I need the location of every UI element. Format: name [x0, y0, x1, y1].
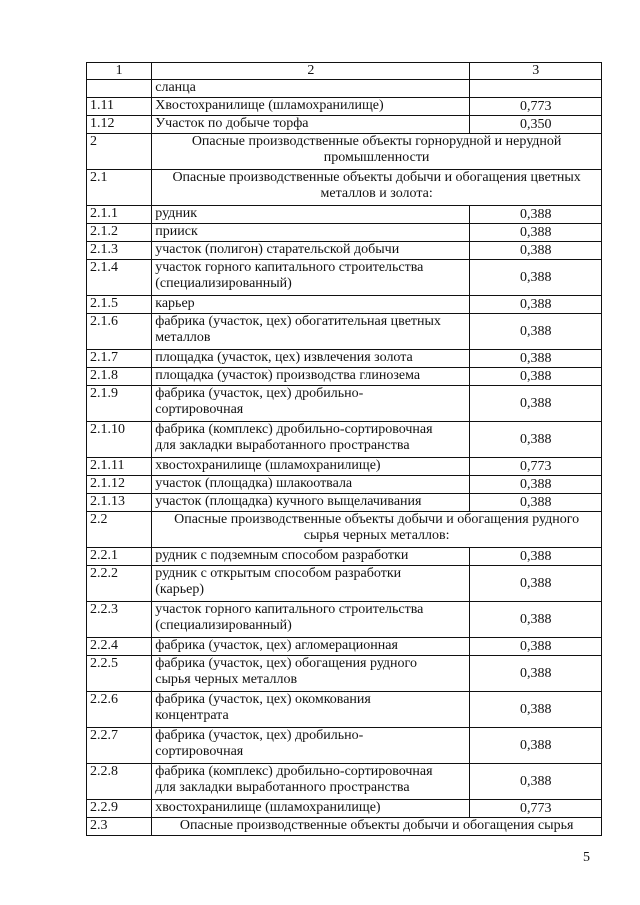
row-number-cell: 2.1.2: [87, 224, 152, 242]
row-number-cell: 2: [87, 134, 152, 170]
row-number-cell: 2.2.8: [87, 764, 152, 800]
coefficient-cell: 0,388: [470, 368, 602, 386]
table-row: [87, 764, 602, 800]
table-header-row: [87, 63, 602, 80]
row-number-cell: 2.1.11: [87, 458, 152, 476]
section-row: [87, 512, 602, 548]
coefficient-cell: 0,388: [470, 206, 602, 224]
table-row: [87, 368, 602, 386]
coefficient-cell: 0,388: [470, 548, 602, 566]
table-row: [87, 206, 602, 224]
coefficient-cell: 0,388: [470, 656, 602, 692]
object-name-cell: прииск: [152, 224, 470, 242]
row-number-cell: 2.2.2: [87, 566, 152, 602]
object-name-cell: рудник с подземным способом разработки: [152, 548, 470, 566]
object-name-cell: участок горного капитального строительства (специализированный): [152, 602, 470, 638]
row-number-cell: 2.3: [87, 818, 152, 836]
object-name-cell: фабрика (участок, цех) окомкования концентрата: [152, 692, 470, 728]
coefficient-cell: 0,388: [470, 638, 602, 656]
table-row: [87, 386, 602, 422]
table-row: [87, 314, 602, 350]
row-number-cell: 2.2.7: [87, 728, 152, 764]
table-row: [87, 242, 602, 260]
coefficient-cell: 0,388: [470, 476, 602, 494]
row-number-cell: 2.1.9: [87, 386, 152, 422]
table-row: [87, 458, 602, 476]
row-number-cell: 2.1: [87, 170, 152, 206]
coefficient-cell: 0,388: [470, 764, 602, 800]
object-name-cell: фабрика (участок, цех) обогатительная цветных металлов: [152, 314, 470, 350]
table-row: [87, 728, 602, 764]
coefficient-cell: 0,388: [470, 242, 602, 260]
row-number-cell: 2.2.5: [87, 656, 152, 692]
coefficient-cell: 0,388: [470, 602, 602, 638]
table-body: [87, 80, 602, 836]
object-name-cell: фабрика (участок, цех) дробильно- сортировочная: [152, 386, 470, 422]
coefficient-cell: [470, 80, 602, 98]
object-name-cell: сланца: [152, 80, 470, 98]
row-number-cell: 2.2.9: [87, 800, 152, 818]
section-title-cell: Опасные производственные объекты добычи и обогащения рудного сырья черных металлов:: [152, 512, 602, 548]
object-name-cell: площадка (участок) производства глинозема: [152, 368, 470, 386]
object-name-cell: участок (площадка) шлакоотвала: [152, 476, 470, 494]
table-row: [87, 656, 602, 692]
object-name-cell: рудник с открытым способом разработки (карьер): [152, 566, 470, 602]
table-row: [87, 422, 602, 458]
coefficient-cell: 0,350: [470, 116, 602, 134]
object-name-cell: фабрика (комплекс) дробильно-сортировочная для закладки выработанного пространства: [152, 764, 470, 800]
object-name-cell: Хвостохранилище (шламохранилище): [152, 98, 470, 116]
row-number-cell: 2.2.4: [87, 638, 152, 656]
coefficient-cell: 0,388: [470, 350, 602, 368]
row-number-cell: 2.1.6: [87, 314, 152, 350]
table-row: [87, 116, 602, 134]
table-row: [87, 260, 602, 296]
object-name-cell: карьер: [152, 296, 470, 314]
table-row: [87, 80, 602, 98]
row-number-cell: 2.1.10: [87, 422, 152, 458]
table-row: [87, 224, 602, 242]
row-number-cell: 1.11: [87, 98, 152, 116]
object-name-cell: хвостохранилище (шламохранилище): [152, 800, 470, 818]
row-number-cell: 2.1.13: [87, 494, 152, 512]
section-title-cell: Опасные производственные объекты добычи и обогащения цветных металлов и золота:: [152, 170, 602, 206]
section-title-cell: Опасные производственные объекты добычи и обогащения сырья: [152, 818, 602, 836]
object-name-cell: фабрика (участок, цех) дробильно- сортировочная: [152, 728, 470, 764]
section-row: [87, 170, 602, 206]
coefficient-cell: 0,388: [470, 566, 602, 602]
coefficient-cell: 0,773: [470, 800, 602, 818]
row-number-cell: 2.1.7: [87, 350, 152, 368]
row-number-cell: 2.2.1: [87, 548, 152, 566]
coefficient-cell: 0,388: [470, 260, 602, 296]
table-row: [87, 566, 602, 602]
section-title-cell: Опасные производственные объекты горнорудной и нерудной промышленности: [152, 134, 602, 170]
coefficient-cell: 0,388: [470, 422, 602, 458]
row-number-cell: 2.1.8: [87, 368, 152, 386]
coefficient-cell: 0,388: [470, 692, 602, 728]
coefficient-cell: 0,388: [470, 728, 602, 764]
object-name-cell: площадка (участок, цех) извлечения золота: [152, 350, 470, 368]
row-number-cell: [87, 80, 152, 98]
header-cell-2: 2: [152, 63, 470, 80]
row-number-cell: 1.12: [87, 116, 152, 134]
row-number-cell: 2.1.1: [87, 206, 152, 224]
row-number-cell: 2.2: [87, 512, 152, 548]
table-row: [87, 476, 602, 494]
row-number-cell: 2.1.12: [87, 476, 152, 494]
table-row: [87, 494, 602, 512]
row-number-cell: 2.2.3: [87, 602, 152, 638]
object-name-cell: рудник: [152, 206, 470, 224]
hazard-objects-table: [86, 62, 602, 836]
table-row: [87, 800, 602, 818]
table-row: [87, 296, 602, 314]
coefficient-cell: 0,388: [470, 296, 602, 314]
object-name-cell: участок горного капитального строительства (специализированный): [152, 260, 470, 296]
object-name-cell: участок (площадка) кучного выщелачивания: [152, 494, 470, 512]
coefficient-cell: 0,388: [470, 494, 602, 512]
page-number: 5: [583, 850, 590, 865]
section-row: [87, 818, 602, 836]
section-row: [87, 134, 602, 170]
header-cell-1: 1: [87, 63, 152, 80]
row-number-cell: 2.1.3: [87, 242, 152, 260]
coefficient-cell: 0,388: [470, 386, 602, 422]
object-name-cell: фабрика (участок, цех) обогащения рудного сырья черных металлов: [152, 656, 470, 692]
object-name-cell: Участок по добыче торфа: [152, 116, 470, 134]
object-name-cell: фабрика (участок, цех) агломерационная: [152, 638, 470, 656]
object-name-cell: хвостохранилище (шламохранилище): [152, 458, 470, 476]
table-row: [87, 548, 602, 566]
table-row: [87, 98, 602, 116]
coefficient-cell: 0,773: [470, 458, 602, 476]
table-row: [87, 602, 602, 638]
coefficient-cell: 0,773: [470, 98, 602, 116]
row-number-cell: 2.1.5: [87, 296, 152, 314]
row-number-cell: 2.2.6: [87, 692, 152, 728]
row-number-cell: 2.1.4: [87, 260, 152, 296]
object-name-cell: фабрика (комплекс) дробильно-сортировочная для закладки выработанного пространства: [152, 422, 470, 458]
object-name-cell: участок (полигон) старательской добычи: [152, 242, 470, 260]
coefficient-cell: 0,388: [470, 314, 602, 350]
table-row: [87, 638, 602, 656]
table-row: [87, 350, 602, 368]
coefficient-cell: 0,388: [470, 224, 602, 242]
header-cell-3: 3: [470, 63, 602, 80]
table-row: [87, 692, 602, 728]
